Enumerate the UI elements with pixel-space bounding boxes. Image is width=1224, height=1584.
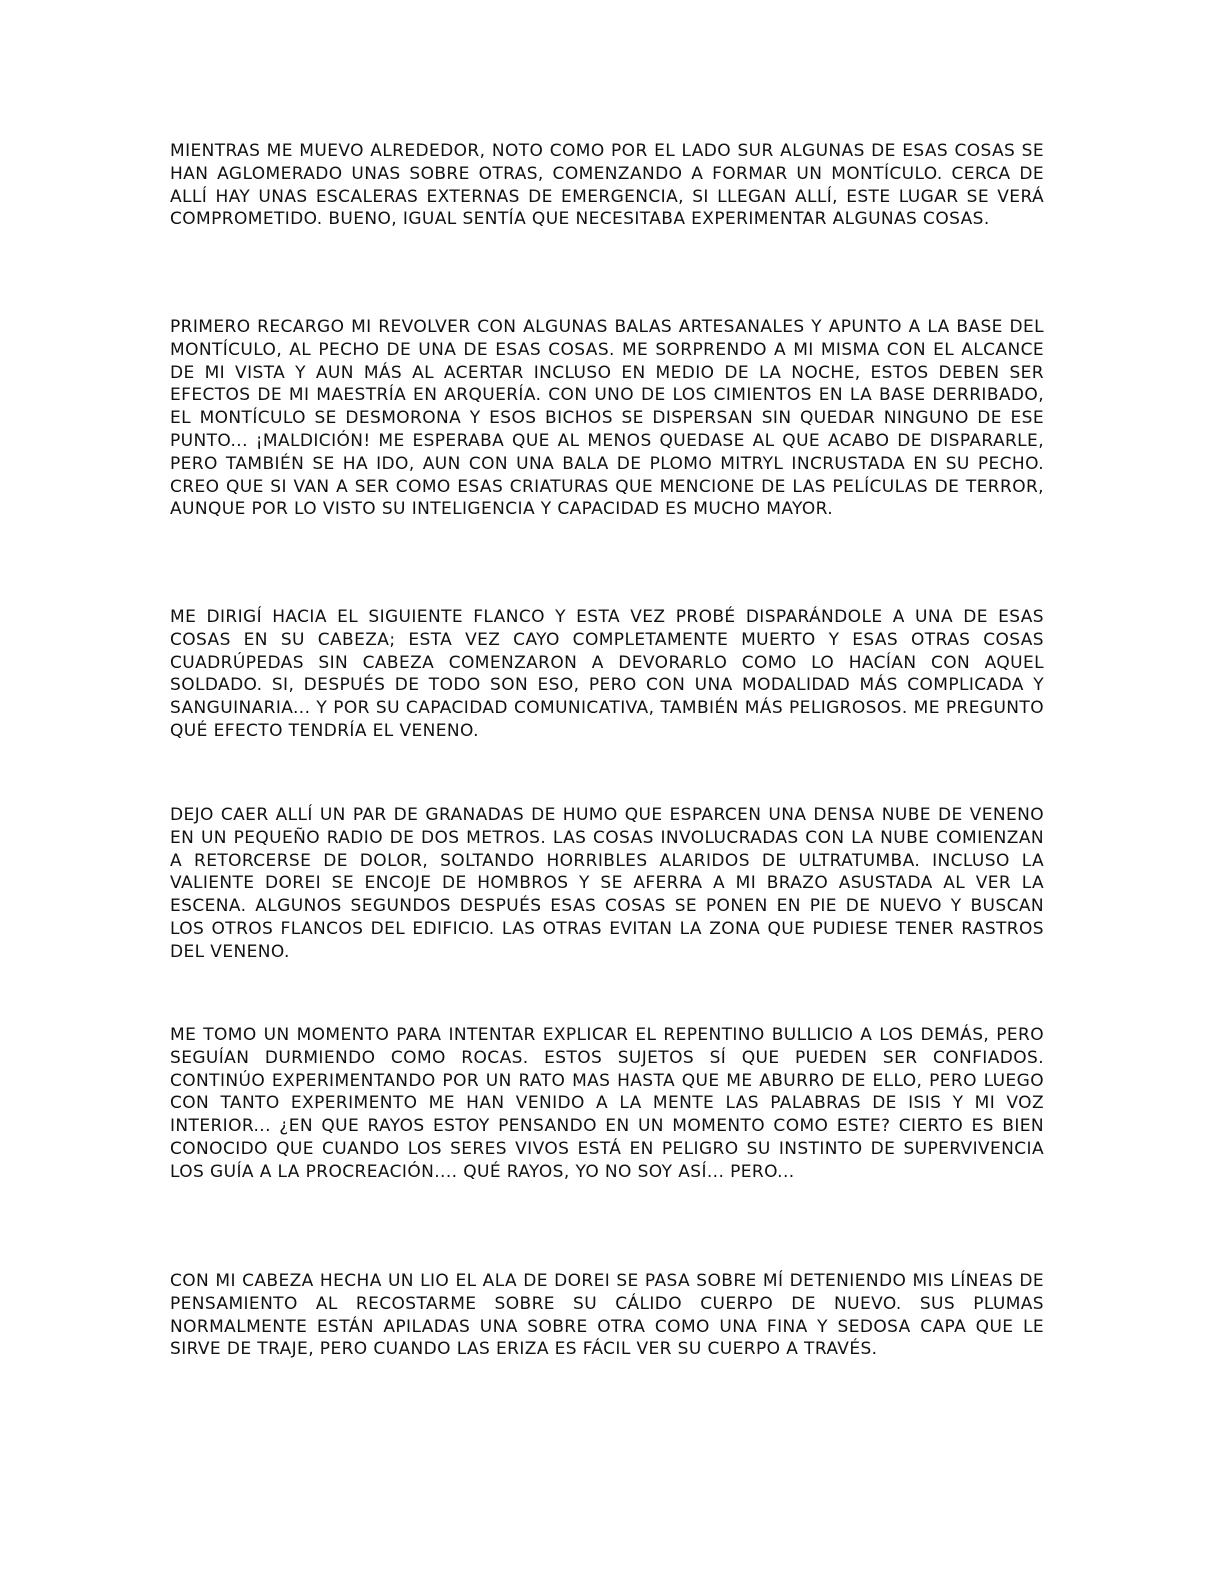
paragraph-5: ME TOMO UN MOMENTO PARA INTENTAR EXPLICAR EL REPENTINO BULLICIO A LOS DEMÁS, PERO SEGUÍAN DURMIENDO COMO ROCAS. ESTOS SUJETOS SÍ QUE PUEDEN SER CONFIADOS. CONTINÚO EXPERIMENTANDO POR UN RATO MAS HASTA QUE ME ABURRO DE ELLO, PERO LUEGO CON TANTO EXPERIMENTO ME HAN VENIDO A LA MENTE LAS PALABRAS DE ISIS Y MI VOZ INTERIOR... ¿EN QUE RAYOS ESTOY PENSANDO EN UN MOMENTO COMO ESTE? CIERTO ES BIEN CONOCIDO QUE CUANDO LOS SERES VIVOS ESTÁ EN PELIGRO SU INSTINTO DE SUPERVIVENCIA LOS GUÍA A LA PROCREACIÓN.... QUÉ RAYOS, YO NO SOY ASÍ... PERO... bbox=[170, 1025, 1044, 1182]
paragraph-3: ME DIRIGÍ HACIA EL SIGUIENTE FLANCO Y ESTA VEZ PROBÉ DISPARÁNDOLE A UNA DE ESAS COSAS EN SU CABEZA; ESTA VEZ CAYO COMPLETAMENTE MUERTO Y ESAS OTRAS COSAS CUADRÚPEDAS SIN CABEZA COMENZARON A DEVORARLO COMO LO HACÍAN CON AQUEL SOLDADO. SI, DESPUÉS DE TODO SON ESO, PERO CON UNA MODALIDAD MÁS COMPLICADA Y SANGUINARIA... Y POR SU CAPACIDAD COMUNICATIVA, TAMBIÉN MÁS PELIGROSOS. ME PREGUNTO QUÉ EFECTO TENDRÍA EL VENENO. bbox=[170, 607, 1044, 741]
paragraph-6: CON MI CABEZA HECHA UN LIO EL ALA DE DOREI SE PASA SOBRE MÍ DETENIENDO MIS LÍNEAS DE PENSAMIENTO AL RECOSTARME SOBRE SU CÁLIDO CUERPO DE NUEVO. SUS PLUMAS NORMALMENTE ESTÁN APILADAS UNA SOBRE OTRA COMO UNA FINA Y SEDOSA CAPA QUE LE SIRVE DE TRAJE, PERO CUANDO LAS ERIZA ES FÁCIL VER SU CUERPO A TRAVÉS. bbox=[170, 1271, 1044, 1360]
paragraph-4: DEJO CAER ALLÍ UN PAR DE GRANADAS DE HUMO QUE ESPARCEN UNA DENSA NUBE DE VENENO EN UN PEQUEÑO RADIO DE DOS METROS. LAS COSAS INVOLUCRADAS CON LA NUBE COMIENZAN A RETORCERSE DE DOLOR, SOLTANDO HORRIBLES ALARIDOS DE ULTRATUMBA. INCLUSO LA VALIENTE DOREI SE ENCOJE DE HOMBROS Y SE AFERRA A MI BRAZO ASUSTADA AL VER LA ESCENA. ALGUNOS SEGUNDOS DESPUÉS ESAS COSAS SE PONEN EN PIE DE NUEVO Y BUSCAN LOS OTROS FLANCOS DEL EDIFICIO. LAS OTRAS EVITAN LA ZONA QUE PUDIESE TENER RASTROS DEL VENENO. bbox=[170, 805, 1044, 962]
paragraph-2: PRIMERO RECARGO MI REVOLVER CON ALGUNAS BALAS ARTESANALES Y APUNTO A LA BASE DEL MONTÍCULO, AL PECHO DE UNA DE ESAS COSAS. ME SORPRENDO A MI MISMA CON EL ALCANCE DE MI VISTA Y AUN MÁS AL ACERTAR INCLUSO EN MEDIO DE LA NOCHE, ESTOS DEBEN SER EFECTOS DE MI MAESTRÍA EN ARQUERÍA. CON UNO DE LOS CIMIENTOS EN LA BASE DERRIBADO, EL MONTÍCULO SE DESMORONA Y ESOS BICHOS SE DISPERSAN SIN QUEDAR NINGUNO DE ESE PUNTO... ¡MALDICIÓN! ME ESPERABA QUE AL MENOS QUEDASE AL QUE ACABO DE DISPARARLE, PERO TAMBIÉN SE HA IDO, AUN CON UNA BALA DE PLOMO MITRYL INCRUSTADA EN SU PECHO. CREO QUE SI VAN A SER COMO ESAS CRIATURAS QUE MENCIONE DE LAS PELÍCULAS DE TERROR, AUNQUE POR LO VISTO SU INTELIGENCIA Y CAPACIDAD ES MUCHO MAYOR. bbox=[170, 317, 1044, 520]
paragraph-1: MIENTRAS ME MUEVO ALREDEDOR, NOTO COMO POR EL LADO SUR ALGUNAS DE ESAS COSAS SE HAN AGLOMERADO UNAS SOBRE OTRAS, COMENZANDO A FORMAR UN MONTÍCULO. CERCA DE ALLÍ HAY UNAS ESCALERAS EXTERNAS DE EMERGENCIA, SI LLEGAN ALLÍ, ESTE LUGAR SE VERÁ COMPROMETIDO. BUENO, IGUAL SENTÍA QUE NECESITABA EXPERIMENTAR ALGUNAS COSAS. bbox=[170, 141, 1044, 230]
